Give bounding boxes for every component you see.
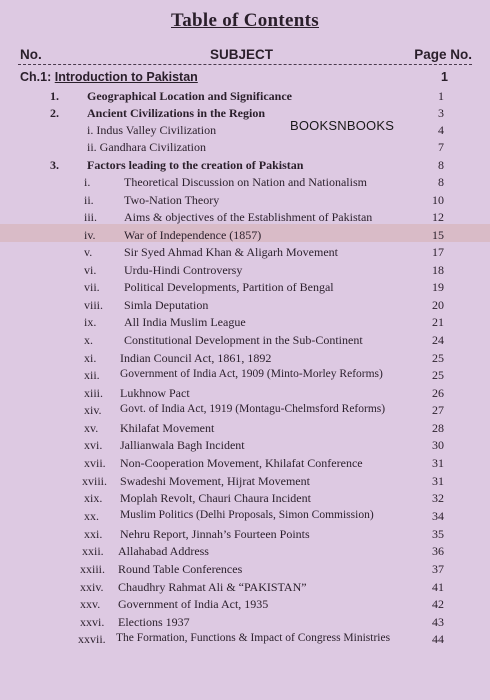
toc-item <box>0 280 490 297</box>
item-title: Govt. of India Act, 1919 (Montagu-Chelmsford Reforms) <box>120 403 386 415</box>
item-page: 35 <box>432 527 444 541</box>
item-page: 25 <box>432 351 444 365</box>
item-number: xxiii. <box>80 562 106 576</box>
entry-title: Geographical Location and Significance <box>87 89 293 103</box>
item-title: All India Muslim League <box>124 315 246 329</box>
toc-item <box>0 456 490 473</box>
item-title: Constitutional Development in the Sub-Continent <box>124 333 363 347</box>
item-title: Round Table Conferences <box>118 562 243 576</box>
entry-number: 3. <box>50 158 59 172</box>
item-page: 19 <box>432 280 444 294</box>
item-page: 28 <box>432 421 444 435</box>
item-title: Two-Nation Theory <box>124 193 220 207</box>
item-title: Muslim Politics (Delhi Proposals, Simon Commission) <box>120 509 374 521</box>
toc-item <box>0 368 490 385</box>
item-page: 27 <box>432 403 444 417</box>
item-page: 34 <box>432 509 444 523</box>
item-number: xix. <box>84 491 103 505</box>
item-title: Chaudhry Rahmat Ali & “PAKISTAN” <box>118 580 307 594</box>
toc-item <box>0 210 490 227</box>
item-page: 10 <box>432 193 444 207</box>
item-number: vii. <box>84 280 100 294</box>
item-number: iii. <box>84 210 98 224</box>
toc-item <box>0 193 490 210</box>
toc-item <box>0 632 490 649</box>
item-number: xi. <box>84 351 97 365</box>
item-title: Urdu-Hindi Controversy <box>124 263 243 277</box>
item-title: Lukhnow Pact <box>120 386 190 400</box>
item-page: 8 <box>438 175 444 189</box>
toc-item <box>0 421 490 438</box>
item-page: 18 <box>432 263 444 277</box>
item-number: x. <box>84 333 93 347</box>
entry-title: Factors leading to the creation of Pakistan <box>87 158 304 172</box>
item-page: 24 <box>432 333 444 347</box>
chapter-label: Ch.1: <box>20 70 52 84</box>
item-page: 42 <box>432 597 444 611</box>
toc-item <box>0 245 490 262</box>
item-title: Nehru Report, Jinnah’s Fourteen Points <box>120 527 310 541</box>
chapter-title: Introduction to Pakistan <box>54 70 198 84</box>
item-number: xvi. <box>84 438 103 452</box>
toc-item <box>0 315 490 332</box>
entry-page: 4 <box>438 123 444 137</box>
toc-item <box>0 263 490 280</box>
column-header-page: Page No. <box>414 47 472 62</box>
item-page: 41 <box>432 580 444 594</box>
item-page: 20 <box>432 298 444 312</box>
page-title: Table of Contents <box>171 10 319 31</box>
item-title: Indian Council Act, 1861, 1892 <box>120 351 272 365</box>
item-title: Moplah Revolt, Chauri Chaura Incident <box>120 491 311 505</box>
item-number: xviii. <box>82 474 108 488</box>
toc-subentry <box>0 140 490 157</box>
item-number: vi. <box>84 263 97 277</box>
item-title: Non-Cooperation Movement, Khilafat Conference <box>120 456 363 470</box>
toc-item <box>0 491 490 508</box>
item-page: 32 <box>432 491 444 505</box>
toc-item <box>0 597 490 614</box>
toc-entry <box>0 158 490 175</box>
toc-item <box>0 438 490 455</box>
toc-item <box>0 474 490 491</box>
item-title: Allahabad Address <box>118 544 209 558</box>
item-title: Government of India Act, 1935 <box>118 597 269 611</box>
item-number: xxvi. <box>80 615 105 629</box>
item-title: Political Developments, Partition of Bengal <box>124 280 334 294</box>
item-number: xx. <box>84 509 99 523</box>
toc-item <box>0 386 490 403</box>
chapter-heading <box>20 70 198 84</box>
item-number: i. <box>84 175 91 189</box>
item-title: The Formation, Functions & Impact of Congress Ministries <box>116 632 391 644</box>
item-number: xii. <box>84 368 100 382</box>
header-divider <box>18 64 472 65</box>
toc-item <box>0 580 490 597</box>
chapter-page: 1 <box>441 70 448 84</box>
item-number: xiv. <box>84 403 102 417</box>
item-page: 12 <box>432 210 444 224</box>
toc-item <box>0 615 490 632</box>
item-title: Sir Syed Ahmad Khan & Aligarh Movement <box>124 245 338 259</box>
item-title: Simla Deputation <box>124 298 209 312</box>
entry-page: 3 <box>438 106 444 120</box>
item-number: v. <box>84 245 93 259</box>
item-number: iv. <box>84 228 96 242</box>
item-number: ix. <box>84 315 97 329</box>
item-page: 31 <box>432 456 444 470</box>
entry-page: 8 <box>438 158 444 172</box>
item-title: Government of India Act, 1909 (Minto-Morley Reforms) <box>120 368 383 380</box>
item-page: 21 <box>432 315 444 329</box>
item-page: 25 <box>432 368 444 382</box>
item-page: 44 <box>432 632 444 646</box>
toc-entry <box>0 89 490 106</box>
item-page: 30 <box>432 438 444 452</box>
item-page: 17 <box>432 245 444 259</box>
item-number: xvii. <box>84 456 106 470</box>
toc-subentry <box>0 123 490 140</box>
item-title: Theoretical Discussion on Nation and Nationalism <box>124 175 367 189</box>
item-number: xiii. <box>84 386 104 400</box>
item-title: Aims & objectives of the Establishment of Pakistan <box>124 210 373 224</box>
item-page: 36 <box>432 544 444 558</box>
item-number: xxi. <box>84 527 103 541</box>
toc-item <box>0 527 490 544</box>
item-number: xxii. <box>82 544 104 558</box>
entry-page: 1 <box>438 89 444 103</box>
column-header-no: No. <box>20 47 42 62</box>
item-number: viii. <box>84 298 104 312</box>
toc-item <box>0 403 490 420</box>
item-title: Swadeshi Movement, Hijrat Movement <box>120 474 310 488</box>
item-page: 26 <box>432 386 444 400</box>
toc-item <box>0 562 490 579</box>
entry-title: ii. Gandhara Civilization <box>87 140 206 154</box>
item-number: xxvii. <box>78 632 106 646</box>
entry-number: 2. <box>50 106 59 120</box>
toc-item <box>0 298 490 315</box>
item-title: Elections 1937 <box>118 615 190 629</box>
toc-entry <box>0 106 490 123</box>
toc-item <box>0 509 490 526</box>
item-page: 31 <box>432 474 444 488</box>
item-title: Jallianwala Bagh Incident <box>120 438 245 452</box>
toc-item <box>0 544 490 561</box>
entry-page: 7 <box>438 140 444 154</box>
toc-item <box>0 351 490 368</box>
item-number: xxiv. <box>80 580 104 594</box>
column-header-subject: SUBJECT <box>210 47 274 62</box>
entry-number: 1. <box>50 89 59 103</box>
item-page: 43 <box>432 615 444 629</box>
item-title: War of Independence (1857) <box>124 228 262 242</box>
toc-item <box>0 175 490 192</box>
item-number: ii. <box>84 193 94 207</box>
item-number: xxv. <box>80 597 101 611</box>
entry-title: i. Indus Valley Civilization <box>87 123 217 137</box>
entry-title: Ancient Civilizations in the Region <box>87 106 266 120</box>
toc-item <box>0 333 490 350</box>
item-number: xv. <box>84 421 99 435</box>
item-page: 15 <box>432 228 444 242</box>
item-title: Khilafat Movement <box>120 421 215 435</box>
watermark-text: BOOKSNBOOKS <box>290 118 395 133</box>
item-page: 37 <box>432 562 444 576</box>
toc-item <box>0 228 490 245</box>
